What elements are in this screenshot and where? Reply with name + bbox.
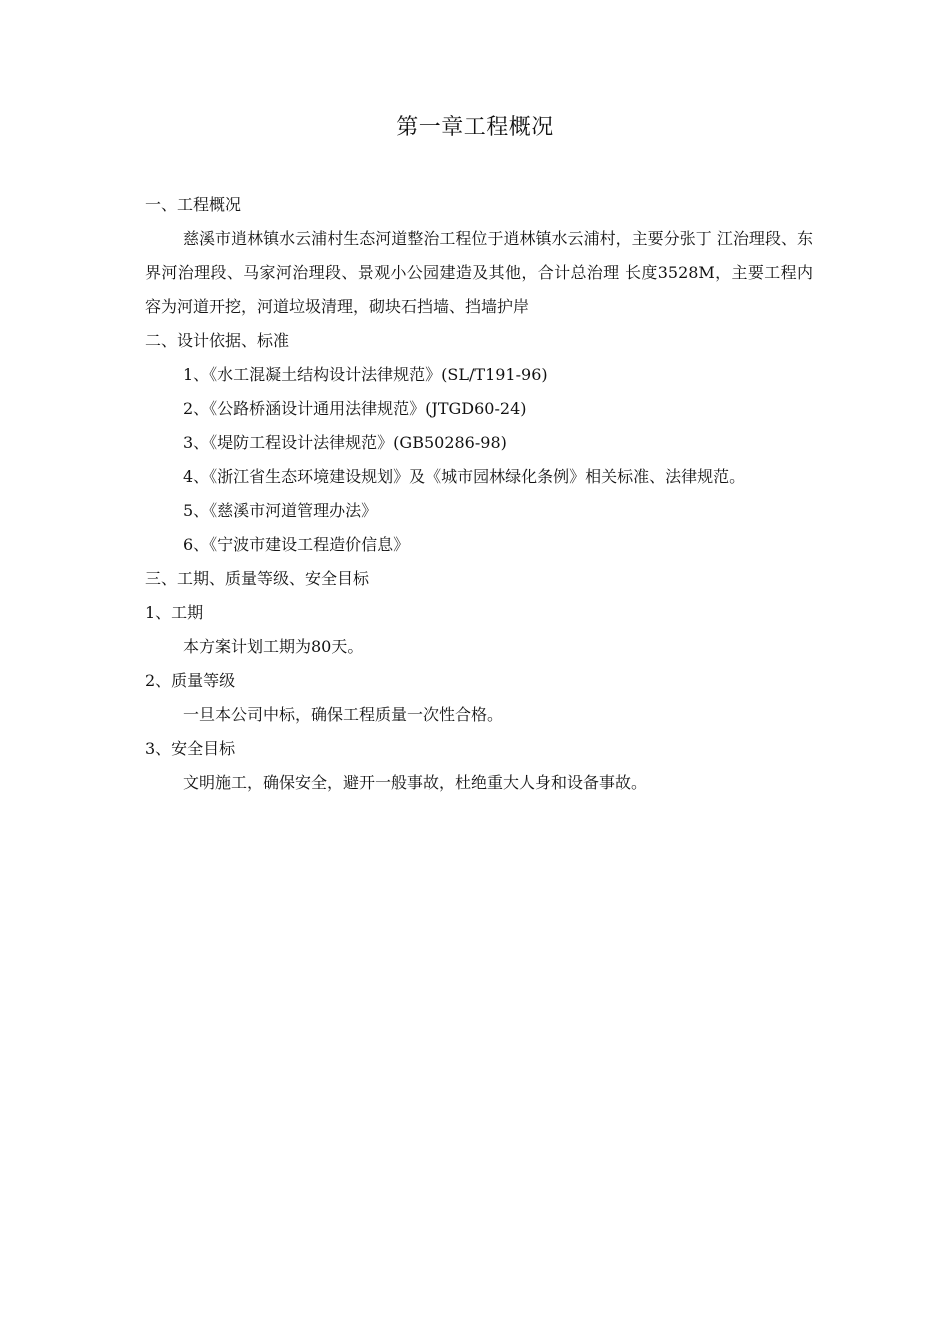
section-heading-schedule-quality-safety: 三、工期、质量等级、安全目标 [145,569,370,588]
standard-item-1: 1、《水工混凝土结构设计法律规范》(SL/T191-96) [183,365,548,384]
standard-item-2: 2、《公路桥涵设计通用法律规范》(JTGD60-24) [183,399,527,418]
standard-item-4: 4、《浙江省生态环境建设规划》及《城市园林绿化条例》相关标准、法律规范。 [183,467,746,486]
overview-paragraph: 慈溪市逍林镇水云浦村生态河道整治工程位于逍林镇水云浦村，主要分张丁 江治理段、东界河治理段、马家河治理段、景观小公园建造及其他，合计总治理 长度3528M，主要工程内容为河道开挖，河道垃圾清理，砌块石挡墙、挡墙护岸 [145,229,813,316]
quality-text: 一旦本公司中标，确保工程质量一次性合格。 [183,705,504,724]
standard-item-3: 3、《堤防工程设计法律规范》(GB50286-98) [183,433,507,452]
schedule-text: 本方案计划工期为80天。 [183,637,364,656]
section-heading-overview: 一、工程概况 [145,195,242,214]
subheading-quality: 2、质量等级 [145,671,236,690]
standard-item-6: 6、《宁波市建设工程造价信息》 [183,535,410,554]
subheading-schedule: 1、工期 [145,603,204,622]
section-heading-design-basis: 二、设计依据、标准 [145,331,290,350]
subheading-safety: 3、安全目标 [145,739,236,758]
page-title: 第一章工程概况 [396,115,554,140]
document-body [145,188,813,800]
safety-text: 文明施工，确保安全，避开一般事故，杜绝重大人身和设备事故。 [183,773,648,792]
standard-item-5: 5、《慈溪市河道管理办法》 [183,501,378,520]
